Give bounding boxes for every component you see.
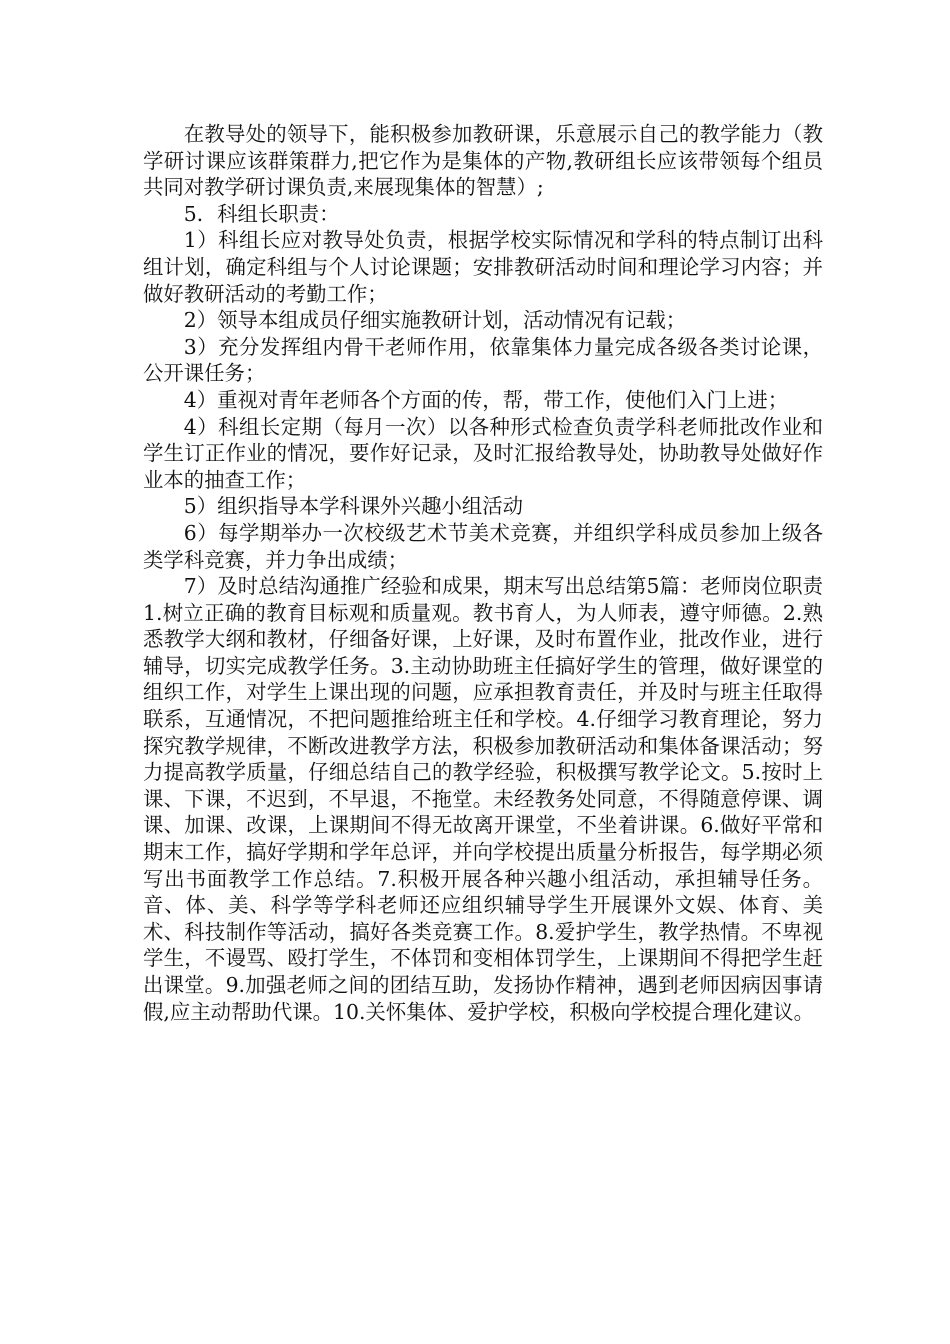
paragraph-duty-4a: 4）重视对青年老师各个方面的传，帮，带工作，使他们入门上进； <box>183 387 789 412</box>
paragraph-duty-7-and-teacher-duties: 7）及时总结沟通推广经验和成果，期末写出总结第5篇：老师岗位职责1.树立正确的教育目标观和质量观。教书育人，为人师表，遵守师德。2.熟悉教学大纲和教材，仔细备好课，上好课，及时布置作业，批改作业，进行辅导，切实完成教学任务。3.主动协助班主任搞好学生的管理，做好课堂的组织工作，对学生上课出现的问题，应承担教育责任，并及时与班主任取得联系，互通情况，不把问题推给班主任和学校。4.仔细学习教育理论，努力探究教学规律，不断改进教学方法，积极参加教研活动和集体备课活动；努力提高教学质量，仔细总结自己的教学经验，积极撰写教学论文。5.按时上课、下课，不迟到，不早退，不拖堂。未经教务处同意，不得随意停课、调课、加课、改课，上课期间不得无故离开课堂，不坐着讲课。6.做好平常和期末工作，搞好学期和学年总评，并向学校提出质量分析报告，每学期必须写出书面教学工作总结。7.积极开展各种兴趣小组活动，承担辅导任务。音、体、美、科学等学科老师还应组织辅导学生开展课外文娱、体育、美术、科技制作等活动，搞好各类竞赛工作。8.爱护学生，教学热情。不卑视学生，不谩骂、殴打学生，不体罚和变相体罚学生，上课期间不得把学生赶出课堂。9.加强老师之间的团结互助，发扬协作精神，遇到老师因病因事请假,应主动帮助代课。10.关怀集体、爱护学校，积极向学校提合理化建议。 <box>143 574 823 1024</box>
paragraph-duty-4b: 4）科组长定期（每月一次）以各种形式检查负责学科老师批改作业和学生订正作业的情况，要作好记录，及时汇报给教导处，协助教导处做好作业本的抽查工作； <box>143 414 823 492</box>
paragraph-duty-2: 2）领导本组成员仔细实施教研计划，活动情况有记载； <box>183 308 687 333</box>
paragraph-duty-3: 3）充分发挥组内骨干老师作用，依靠集体力量完成各级各类讨论课，公开课任务； <box>143 334 823 386</box>
paragraph-section-heading: 5．科组长职责： <box>183 201 340 226</box>
paragraph-teaching-research: 在教导处的领导下，能积极参加教研课，乐意展示自己的教学能力（教学研讨课应该群策群力,把它作为是集体的产物,教研组长应该带领每个组员共同对教学研讨课负责,来展现集体的智慧）; <box>143 122 823 200</box>
paragraph-duty-5: 5）组织指导本学科课外兴趣小组活动 <box>183 494 524 519</box>
document-page <box>143 121 823 1025</box>
paragraph-duty-1: 1）科组长应对教导处负责，根据学校实际情况和学科的特点制订出科组计划，确定科组与个人讨论课题；安排教研活动时间和理论学习内容；并做好教研活动的考勤工作； <box>143 228 823 306</box>
paragraph-duty-6: 6）每学期举办一次校级艺术节美术竞赛，并组织学科成员参加上级各类学科竞赛，并力争出成绩； <box>143 520 823 572</box>
